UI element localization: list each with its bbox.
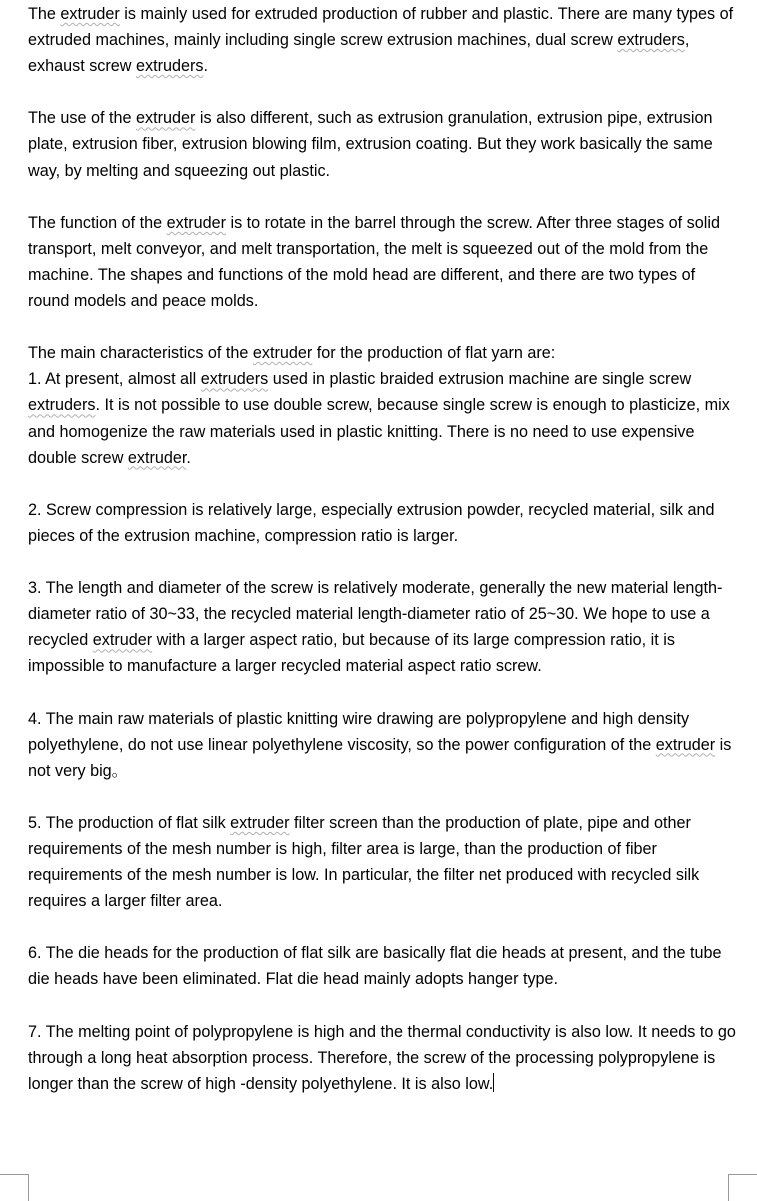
spellcheck-flag[interactable]: extruder <box>230 813 290 832</box>
paragraph-function: The function of the extruder is to rotate in the barrel through the screw. After three stages of solid transport, melt conveyor, and melt transportation, the melt is squeezed out of the mold from the machine. The shapes and functions of the mold head are different, and there are two types of round models and peace molds. <box>28 213 720 311</box>
page-corner-mark-left <box>0 1174 29 1201</box>
list-item-5: 5. The production of flat silk extruder filter screen than the production of plate, pipe and other requirements of the mesh number is high, filter area is large, than the production of fiber requirements of the mesh number is low. In particular, the filter net produced with recycled silk requires a larger filter area. <box>28 813 700 911</box>
spellcheck-flag[interactable]: extruder <box>166 213 226 232</box>
paragraph-uses: The use of the extruder is also different, such as extrusion granulation, extrusion pipe, extrusion plate, extrusion fiber, extrusion blowing film, extrusion coating. But they work basically the same way, by melting and squeezing out plastic. <box>28 109 713 180</box>
spellcheck-flag[interactable]: extruders <box>28 396 96 415</box>
spellcheck-flag[interactable]: extruders <box>617 31 685 50</box>
text-cursor <box>493 1073 494 1092</box>
spellcheck-flag[interactable]: extruders <box>135 57 204 76</box>
document-body[interactable] <box>28 1 740 1097</box>
list-item-1: 1. At present, almost all extruders used in plastic braided extrusion machine are single screw extruders. It is not possible to use double screw, because single screw is enough to plasticize, mix and homogenize the raw materials used in plastic knitting. There is no need to use expensive double screw extruder. <box>28 370 730 467</box>
spellcheck-flag[interactable]: extruders <box>200 370 269 389</box>
list-item-6: 6. The die heads for the production of flat silk are basically flat die heads at present, and the tube die heads have been eliminated. Flat die head mainly adopts hanger type. <box>28 944 722 989</box>
spellcheck-flag[interactable]: extruder <box>60 5 120 23</box>
paragraph-intro: The extruder is mainly used for extruded production of rubber and plastic. There are many types of extruded machines, mainly including single screw extrusion machines, dual screw extruders, exhaust screw extruders. <box>28 5 734 76</box>
spellcheck-flag[interactable]: extruder <box>92 631 153 650</box>
list-item-4: 4. The main raw materials of plastic knitting wire drawing are polypropylene and high density polyethylene, do not use linear polyethylene viscosity, so the power configuration of the extruder is not very big。 <box>28 709 732 780</box>
list-item-2: 2. Screw compression is relatively large, especially extrusion powder, recycled material, silk and pieces of the extrusion machine, compression ratio is larger. <box>28 500 715 545</box>
spellcheck-flag[interactable]: extruder <box>252 344 313 363</box>
page-corner-mark-right <box>728 1174 757 1201</box>
list-item-7-text: 7. The melting point of polypropylene is high and the thermal conductivity is also low. It needs to go through a long heat absorption process. Therefore, the screw of the processing polypropylene is longer than the screw of high -density polyethylene. It is also low. <box>28 1022 736 1093</box>
list-item-3: 3. The length and diameter of the screw is relatively moderate, generally the new material length-diameter ratio of 30~33, the recycled material length-diameter ratio of 25~30. We hope to use a recycled extruder with a larger aspect ratio, but because of its large compression ratio, it is impossible to manufacture a larger recycled material aspect ratio screw. <box>28 579 723 676</box>
spellcheck-flag[interactable]: extruder <box>655 735 716 754</box>
list-item-7 <box>28 1019 740 1097</box>
spellcheck-flag[interactable]: extruder <box>136 109 196 128</box>
paragraph-characteristics-heading: The main characteristics of the extruder for the production of flat yarn are: <box>28 344 556 363</box>
spellcheck-flag[interactable]: extruder <box>127 448 187 467</box>
